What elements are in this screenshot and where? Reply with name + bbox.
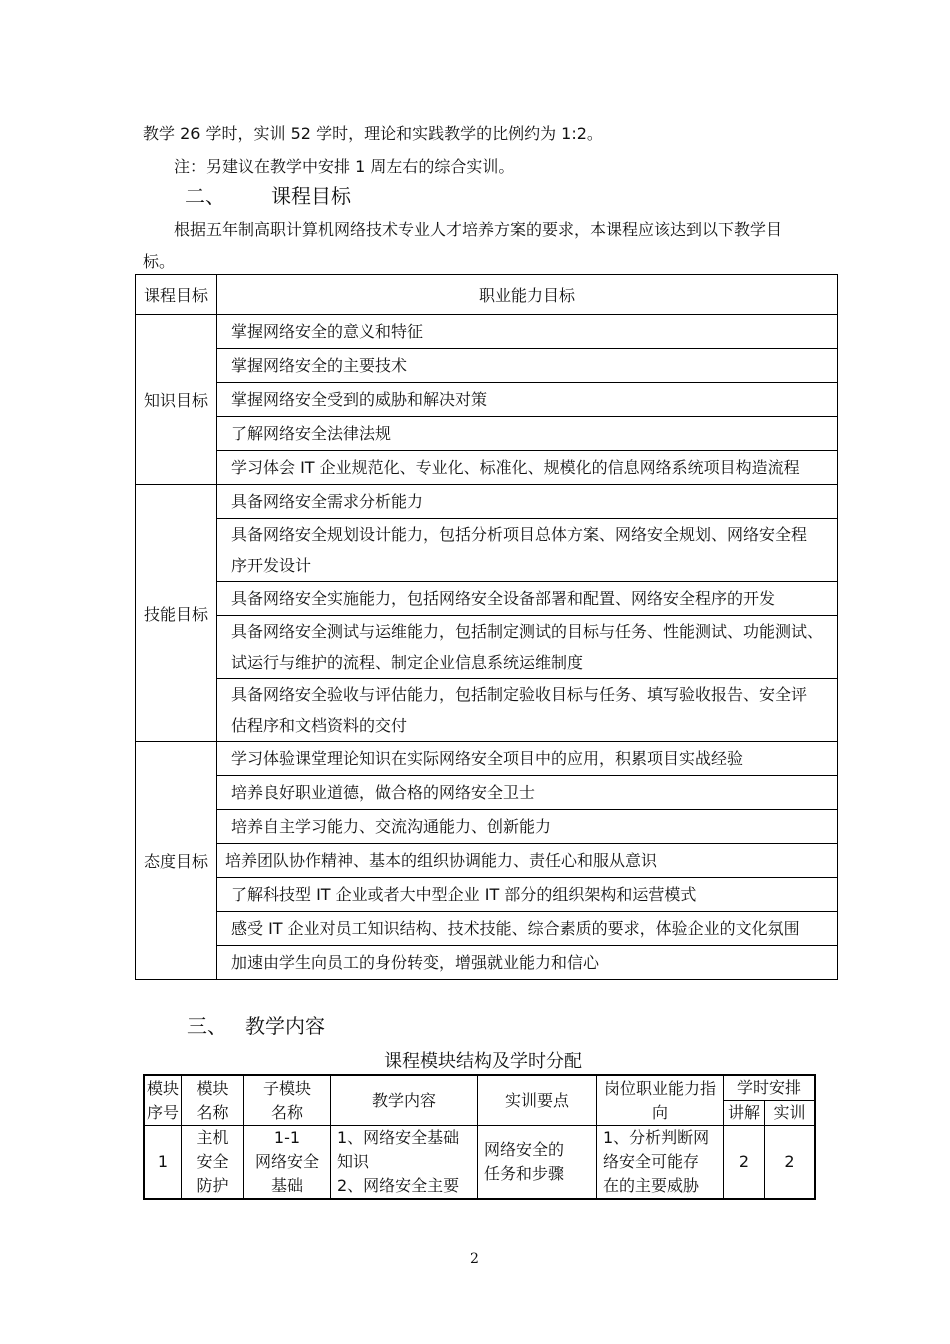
header-content: 教学内容 [331, 1075, 478, 1126]
section-heading-content [187, 1010, 325, 1039]
modules-table [143, 1074, 816, 1200]
header-ability: 岗位职业能力指 向 [597, 1075, 724, 1126]
cell-module-name: 主机 安全 防护 [182, 1126, 244, 1200]
header-submodule: 子模块 名称 [244, 1075, 331, 1126]
cell-training: 2 [765, 1126, 816, 1200]
goal-item: 培养良好职业道德，做合格的网络安全卫士 [217, 776, 838, 810]
table-caption: 课程模块结构及学时分配 [384, 1051, 582, 1072]
goal-item: 培养自主学习能力、交流沟通能力、创新能力 [217, 810, 838, 844]
paragraph-note: 注：另建议在教学中安排 1 周左右的综合实训。 [174, 157, 515, 176]
goal-item: 感受 IT 企业对员工知识结构、技术技能、综合素质的要求，体验企业的文化氛围 [217, 912, 838, 946]
goal-item: 学习体验课堂理论知识在实际网络安全项目中的应用，积累项目实战经验 [217, 742, 838, 776]
category-skill: 技能目标 [136, 485, 217, 742]
goal-item: 学习体会 IT 企业规范化、专业化、标准化、规模化的信息网络系统项目构造流程 [217, 451, 838, 485]
section-title: 课程目标 [271, 184, 351, 208]
goal-item: 培养团队协作精神、基本的组织协调能力、责任心和服从意识 [217, 844, 838, 878]
header-ability-goal: 职业能力目标 [217, 275, 838, 315]
header-course-goal: 课程目标 [136, 275, 217, 315]
goal-item: 掌握网络安全的主要技术 [217, 349, 838, 383]
table-row [144, 1126, 815, 1200]
goal-item: 具备网络安全验收与评估能力，包括制定验收目标与任务、填写验收报告、安全评 估程序和文档资料的交付 [217, 679, 838, 742]
paragraph-intro-cont: 标。 [143, 252, 176, 271]
header-training: 实训 [765, 1101, 816, 1126]
goal-item: 具备网络安全需求分析能力 [217, 485, 838, 519]
section-title: 教学内容 [245, 1014, 325, 1038]
goal-item: 加速由学生向员工的身份转变，增强就业能力和信心 [217, 946, 838, 980]
page-number: 2 [470, 1251, 479, 1267]
header-lecture: 讲解 [724, 1101, 765, 1126]
section-number: 三、 [187, 1014, 227, 1038]
cell-practice: 网络安全的 任务和步骤 [478, 1126, 597, 1200]
cell-lecture: 2 [724, 1126, 765, 1200]
goal-item: 了解网络安全法律法规 [217, 417, 838, 451]
goal-item: 掌握网络安全的意义和特征 [217, 315, 838, 349]
header-practice: 实训要点 [478, 1075, 597, 1126]
goal-item: 具备网络安全测试与运维能力，包括制定测试的目标与任务、性能测试、功能测试、 试运行与维护的流程、制定企业信息系统运维制度 [217, 616, 838, 679]
header-hours: 学时安排 [724, 1075, 816, 1101]
header-module-name: 模块 名称 [182, 1075, 244, 1126]
section-heading-goals [185, 180, 351, 209]
goal-item: 掌握网络安全受到的威胁和解决对策 [217, 383, 838, 417]
cell-seq: 1 [144, 1126, 182, 1200]
goal-item: 了解科技型 IT 企业或者大中型企业 IT 部分的组织架构和运营模式 [217, 878, 838, 912]
header-seq: 模块 序号 [144, 1075, 182, 1126]
goal-item: 具备网络安全规划设计能力，包括分析项目总体方案、网络安全规划、网络安全程 序开发设计 [217, 519, 838, 582]
category-knowledge: 知识目标 [136, 315, 217, 485]
cell-submodule: 1-1 网络安全 基础 [244, 1126, 331, 1200]
paragraph-intro: 根据五年制高职计算机网络技术专业人才培养方案的要求，本课程应该达到以下教学目 [174, 220, 783, 239]
cell-ability: 1、分析判断网 络安全可能存 在的主要威胁 [597, 1126, 724, 1200]
paragraph-hours: 教学 26 学时，实训 52 学时，理论和实践教学的比例约为 1:2。 [143, 124, 603, 143]
category-attitude: 态度目标 [136, 742, 217, 980]
goals-table [135, 274, 838, 980]
goal-item: 具备网络安全实施能力，包括网络安全设备部署和配置、网络安全程序的开发 [217, 582, 838, 616]
section-number: 二、 [185, 184, 225, 208]
cell-content: 1、网络安全基础 知识 2、网络安全主要 [331, 1126, 478, 1200]
